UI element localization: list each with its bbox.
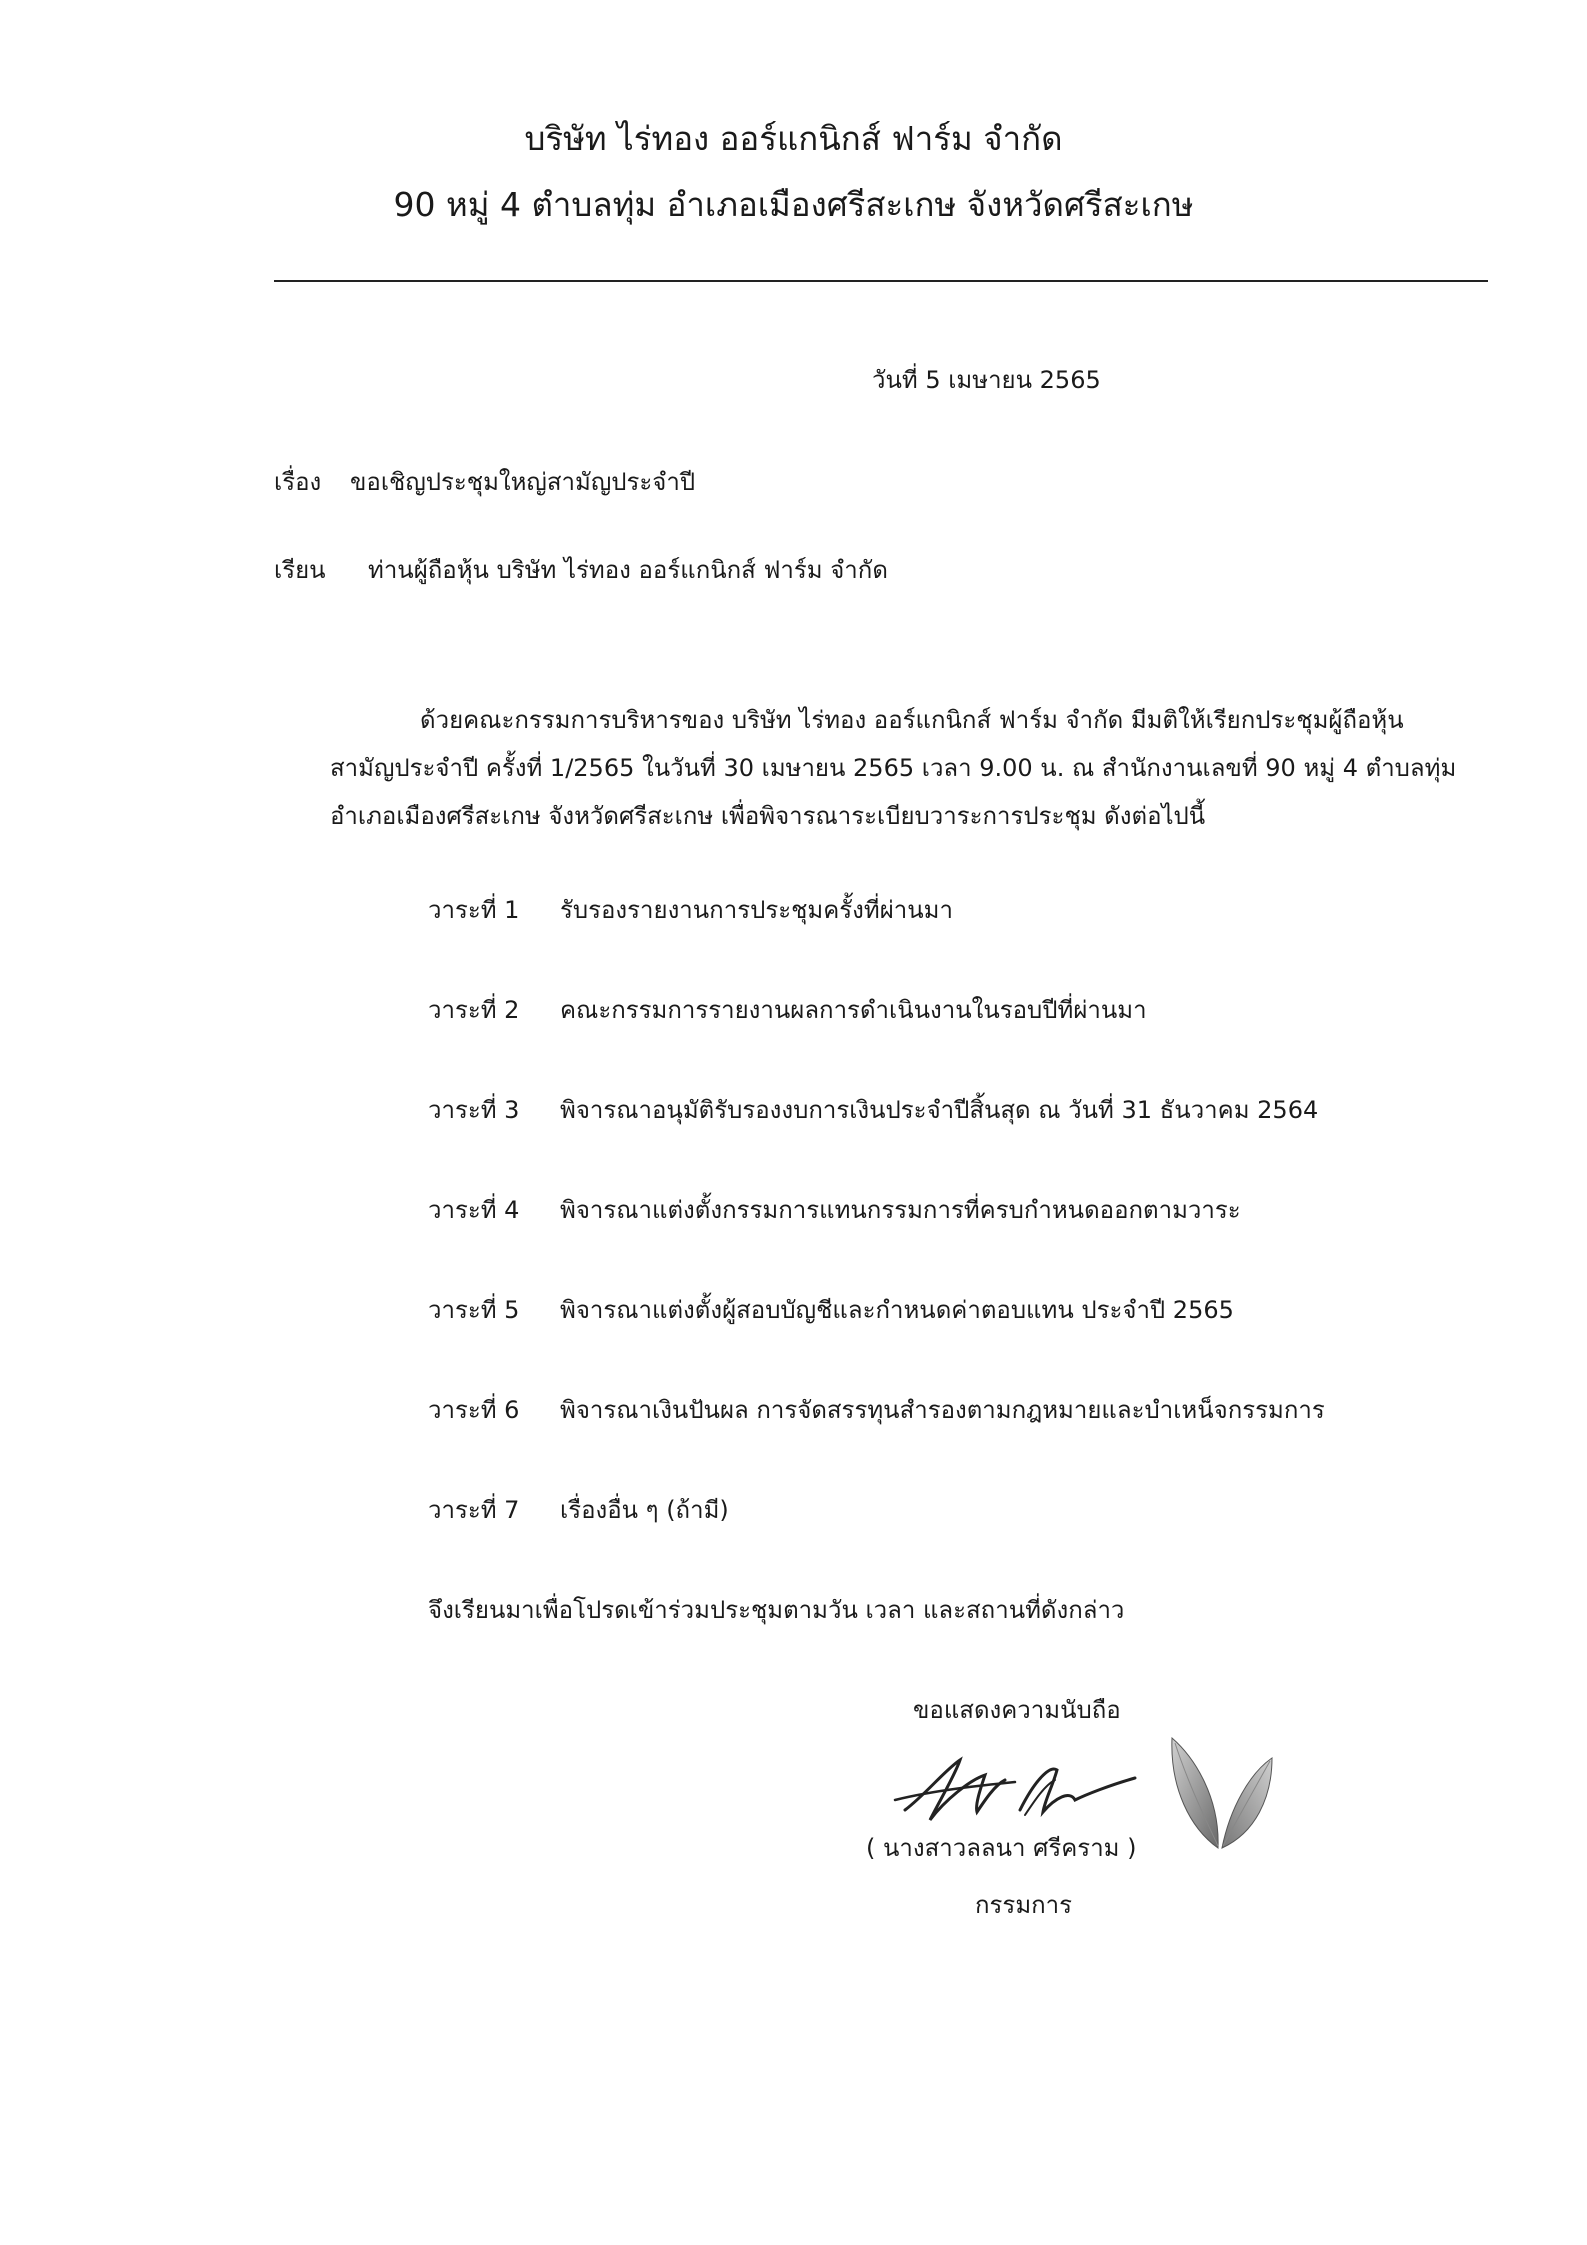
body-line: อำเภอเมืองศรีสะเกษ จังหวัดศรีสะเกษ เพื่อพิจารณาระเบียบวาระการประชุม ดังต่อไปนี้	[330, 802, 1206, 830]
subject-label: เรื่อง	[274, 468, 322, 496]
leaf-seal-icon	[1160, 1728, 1280, 1858]
body-line: ด้วยคณะกรรมการบริหารของ บริษัท ไร่ทอง ออร์แกนิกส์ ฟาร์ม จำกัด มีมติให้เรียกประชุมผู้ถือหุ้น	[420, 706, 1404, 734]
subject-text: ขอเชิญประชุมใหญ่สามัญประจำปี	[350, 468, 696, 496]
agenda-text: พิจารณาอนุมัติรับรองงบการเงินประจำปีสิ้นสุด ณ วันที่ 31 ธันวาคม 2564	[560, 1096, 1319, 1124]
recipient-label: เรียน	[274, 556, 326, 584]
handwritten-signature	[885, 1740, 1145, 1840]
agenda-number: วาระที่ 5	[428, 1296, 520, 1324]
agenda-text: เรื่องอื่น ๆ (ถ้ามี)	[560, 1496, 729, 1524]
agenda-number: วาระที่ 1	[428, 896, 520, 924]
signer-title: กรรมการ	[975, 1891, 1073, 1919]
agenda-number: วาระที่ 6	[428, 1396, 520, 1424]
header-divider	[274, 280, 1488, 282]
signer-name: ( นางสาวลลนา ศรีคราม )	[866, 1834, 1137, 1862]
regards-text: ขอแสดงความนับถือ	[913, 1696, 1121, 1724]
agenda-text: พิจารณาเงินปันผล การจัดสรรทุนสำรองตามกฎหมายและบำเหน็จกรรมการ	[560, 1396, 1325, 1424]
closing-sentence: จึงเรียนมาเพื่อโปรดเข้าร่วมประชุมตามวัน เวลา และสถานที่ดังกล่าว	[428, 1596, 1125, 1624]
agenda-number: วาระที่ 4	[428, 1196, 520, 1224]
agenda-number: วาระที่ 2	[428, 996, 520, 1024]
recipient-text: ท่านผู้ถือหุ้น บริษัท ไร่ทอง ออร์แกนิกส์ ฟาร์ม จำกัด	[368, 556, 888, 584]
agenda-text: พิจารณาแต่งตั้งผู้สอบบัญชีและกำหนดค่าตอบแทน ประจำปี 2565	[560, 1296, 1234, 1324]
agenda-text: รับรองรายงานการประชุมครั้งที่ผ่านมา	[560, 896, 953, 924]
letter-date: วันที่ 5 เมษายน 2565	[872, 366, 1101, 394]
body-line: สามัญประจำปี ครั้งที่ 1/2565 ในวันที่ 30 เมษายน 2565 เวลา 9.00 น. ณ สำนักงานเลขที่ 90 หมู่ 4 ตำบลทุ่ม	[330, 754, 1457, 782]
agenda-text: คณะกรรมการรายงานผลการดำเนินงานในรอบปีที่ผ่านมา	[560, 996, 1147, 1024]
company-address: 90 หมู่ 4 ตำบลทุ่ม อำเภอเมืองศรีสะเกษ จังหวัดศรีสะเกษ	[393, 185, 1194, 224]
agenda-text: พิจารณาแต่งตั้งกรรมการแทนกรรมการที่ครบกำหนดออกตามวาระ	[560, 1196, 1241, 1224]
company-name: บริษัท ไร่ทอง ออร์แกนิกส์ ฟาร์ม จำกัด	[524, 119, 1063, 158]
agenda-number: วาระที่ 3	[428, 1096, 520, 1124]
agenda-number: วาระที่ 7	[428, 1496, 520, 1524]
